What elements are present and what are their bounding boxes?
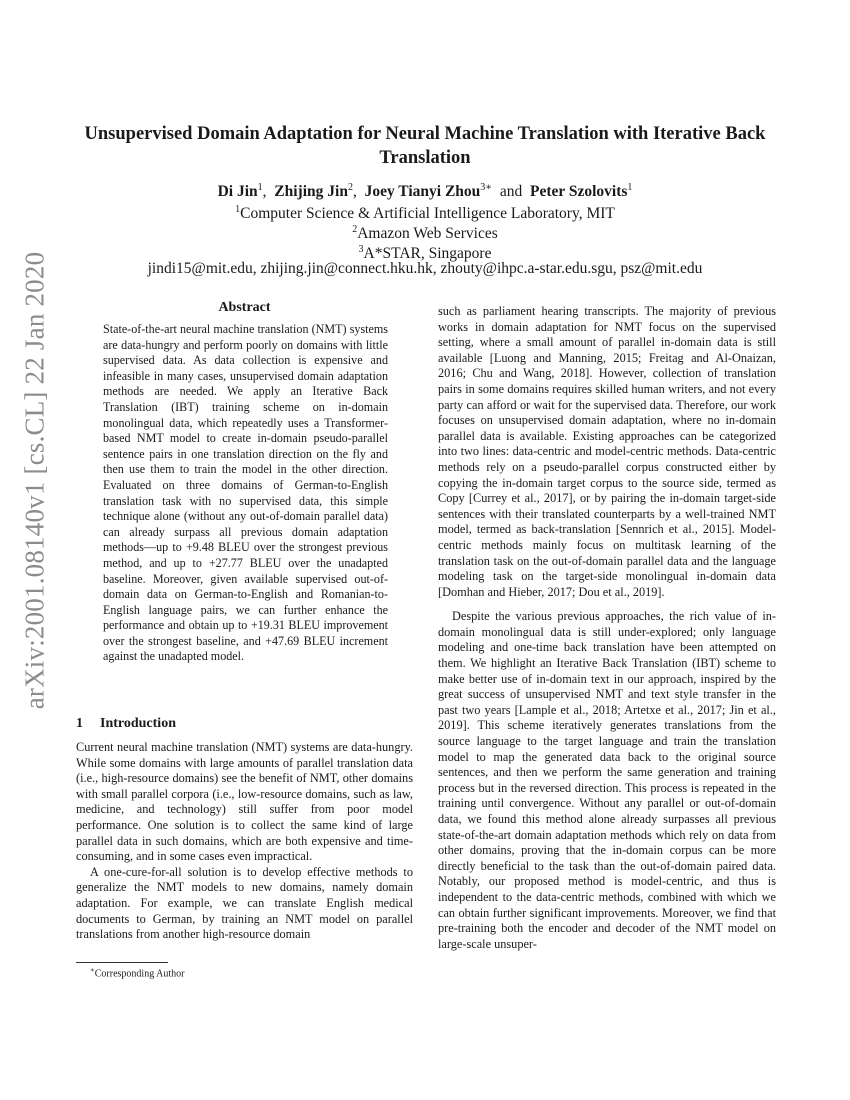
author-affil-mark: 1	[627, 182, 633, 193]
author-affil-mark: 2	[347, 182, 353, 193]
affiliation-text: A*STAR, Singapore	[363, 245, 492, 263]
body-paragraph: Despite the various previous approaches, the rich value of in-domain monolingual data is still under-explored; only language modeling and one-time back translation have been attempted on them. We highlight an Iterative Back Translation (IBT) scheme to make better use of in-domain text in our approach, inspired by the great success of unsupervised NMT and text style transfer in the past two years [Lample et al., 2018; Artetxe et al., 2017; Jin et al., 2019]. This scheme iteratively generates translations from the source language to the target language and train the translation model to map the generated data back to the original source sentences, and then we perform the same generation and training process but in the reversed direction. This process is repeated in the training until convergence. Without any parallel or out-of-domain data, we found this method alone already surpasses all previous state-of-the-art domain adaptation methods which rely on data from other domains, proving that the in-domain corpus can be more directly beneficial to the task than the out-of-domain paired data. Notably, our proposed method is model-centric, and thus is independent to the data-centric methods, combined with which we can obtain further significant improvements. Moreover, we find that pre-training both the encoder and decoder of the NMT model on large-scale unsuper-	[438, 609, 776, 951]
body-paragraph: such as parliament hearing transcripts. The majority of previous works in domain adaptation for NMT focus on the supervised setting, where a small amount of parallel in-domain data is still available [Luong and Manning, 2015; Freitag and Al-Onaizan, 2016; Chu and Wang, 2018]. However, collection of translation pairs in some domains requires skilled human writers, and not every party can afford or wait for the supervised data. Therefore, our work focuses on unsupervised domain adaptation, where no in-domain parallel data is available. Existing approaches can be categorized into two lines: data-centric and model-centric methods. Data-centric methods rely on a pseudo-parallel corpus constructed either by copying the in-domain target corpus to the source side, termed as Copy [Currey et al., 2017], or by pairing the in-domain target-side sentences with their translated counterparts by a well-trained NMT model, termed as back-translation [Sennrich et al., 2015]. Model-centric methods mainly focus on multitask learning of the translation task on the out-of-domain parallel data and the language modeling task on the target-side monolingual in-domain data [Domhan and Hieber, 2017; Dou et al., 2019].	[438, 304, 776, 599]
body-column-right	[438, 304, 776, 952]
abstract-body: State-of-the-art neural machine translation (NMT) systems are data-hungry and perform poorly on domains with little supervised data. As data collection is expensive and infeasible in many cases, unsupervised domain adaptation methods are needed. We apply an Iterative Back Translation (IBT) training scheme on in-domain monolingual data, which repeatedly uses a Transformer-based NMT model to create in-domain pseudo-parallel sentence pairs in one translation direction on the fly and then use them to train the model in the other direction. Evaluated on three domains of German-to-English translation task with no supervised data, this simple technique alone (without any out-of-domain parallel data) can already surpass all previous domain adaptation methods—up to +9.48 BLEU over the strongest previous method, and up to +27.77 BLEU over the unadapted baseline. Moreover, given available supervised out-of-domain data on German-to-English and Romanian-to-English language pairs, we can further enhance the performance and obtain up to +19.31 BLEU improvement over the strongest baseline, and +47.69 BLEU increment against the unadapted model.	[103, 322, 388, 664]
author-name: Joey Tianyi Zhou	[364, 183, 481, 201]
intro-paragraph: A one-cure-for-all solution is to develop effective methods to generalize the NMT models to new domains, namely domain adaptation. For example, we can translate English medical documents to German, by training an NMT model on parallel translations from another high-resource domain	[76, 864, 413, 942]
arxiv-id-text: arXiv:2001.08140v1 [cs.CL] 22 Jan 2020	[19, 251, 50, 709]
affiliation-mark: 3	[358, 244, 364, 255]
footnote-rule	[76, 962, 168, 963]
arxiv-identifier-stamp	[2, 251, 68, 709]
section-heading	[76, 716, 176, 732]
intro-paragraph: Current neural machine translation (NMT) systems are data-hungry. While some domains with large amounts of parallel translation data (i.e., high-resource domains) see the benefit of NMT, other domains with small parallel corpora (i.e., low-resource domains, such as law, medicine, and technology) still suffer from poor model performance. One solution is to collect the same kind of large parallel data in such domains, which are both expensive and time-consuming, and in some cases even impractical.	[76, 740, 413, 864]
author-emails: jindi15@mit.edu, zhijing.jin@connect.hku.hk, zhouty@ihpc.a-star.edu.sgu, psz@mit.edu	[147, 260, 703, 277]
affiliation-mark: 2	[352, 224, 358, 235]
affiliation-mark: 1	[235, 204, 241, 215]
author-affil-mark: 1	[257, 182, 263, 193]
section-number: 1	[76, 716, 83, 731]
author-conjunction: and	[499, 183, 523, 201]
author-name: Peter Szolovits	[529, 183, 628, 201]
affiliation-text: Computer Science & Artificial Intelligence Laboratory, MIT	[240, 205, 615, 223]
affiliation-text: Amazon Web Services	[357, 225, 498, 243]
footnote-mark: ∗	[90, 966, 95, 974]
author-list: Di Jin$^1$, Zhijing Jin$^2$, Joey Tianyi Zhou$^{3∗}$ and Peter Szolovits$^1$	[217, 182, 633, 201]
section-title: Introduction	[100, 716, 176, 731]
footnote	[90, 966, 184, 979]
author-affil-mark: 3∗	[480, 182, 493, 193]
author-name: Zhijing Jin	[274, 183, 348, 201]
author-name: Di Jin	[217, 183, 258, 201]
paper-title: Unsupervised Domain Adaptation for Neural Machine Translation with Iterative Back Translation	[84, 124, 766, 168]
intro-column-left	[76, 740, 413, 943]
footnote-text: Corresponding Author	[94, 968, 185, 980]
abstract-heading: Abstract	[218, 300, 271, 315]
